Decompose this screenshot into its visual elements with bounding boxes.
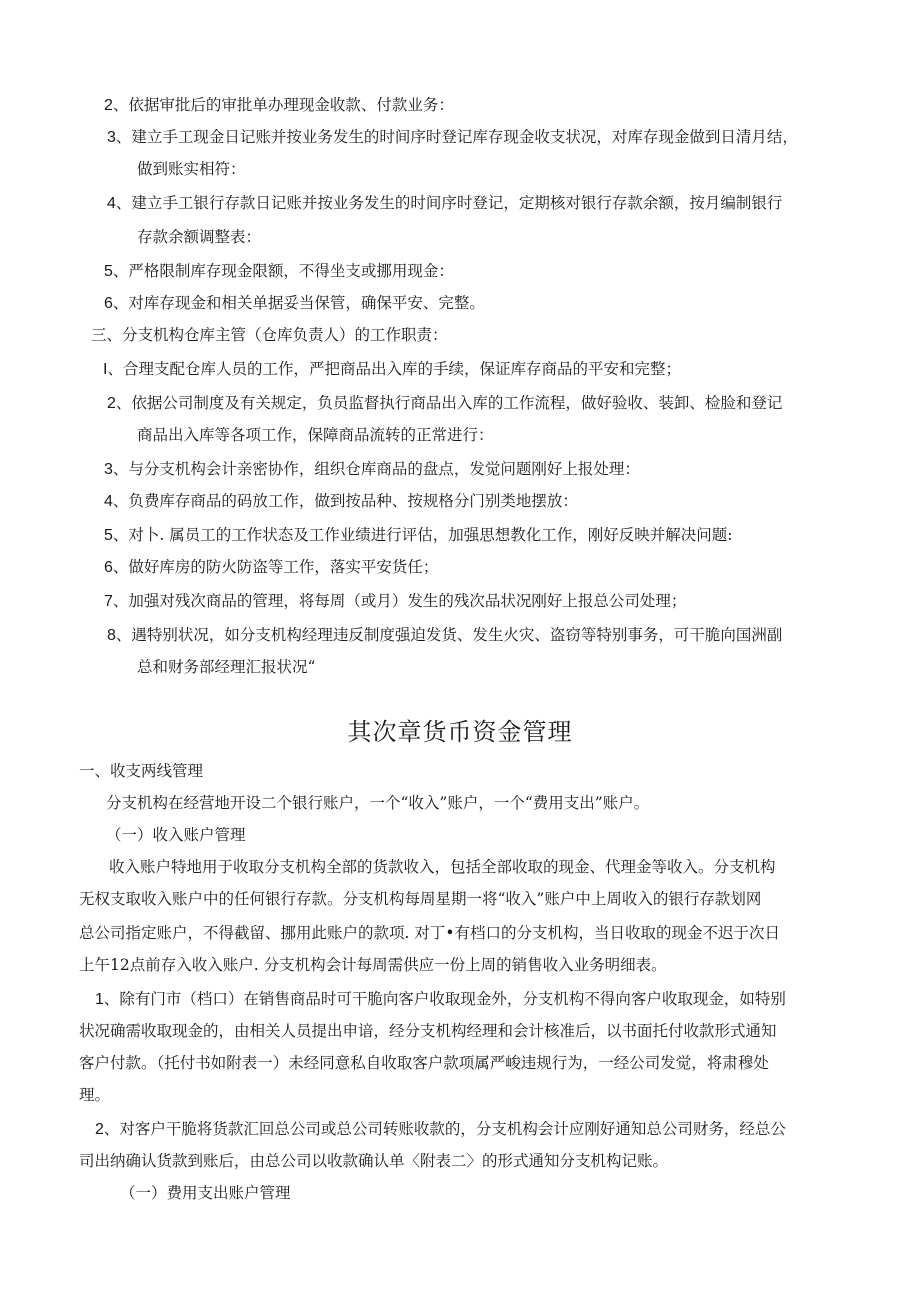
list-item-continuation: 做到账实相符： <box>137 160 246 178</box>
paragraph: 分支机构在经营地开设二个银行账户，一个“收入”账户，一个“费用支出”账户。 <box>106 794 650 812</box>
paragraph-line: 总公司指定账户，不得截留、挪用此账户的款项. 对丁•有档口的分支机构，当日收取的现金不迟于次日 <box>79 924 780 942</box>
list-item: 4、建立手工银行存款日记账并按业务发生的时间序时登记，定期核对银行存款余额，按月编制银行 <box>107 194 783 212</box>
list-item: 2、依据审批后的审批单办理现金收款、付款业务： <box>104 96 454 114</box>
paragraph-line: 客户付款。（托付书如附表一）未经同意私自收取客户款项属严峻违规行为，一经公司发觉，将肃穆处 <box>79 1054 769 1072</box>
list-item: 8、遇特别状况，如分支机构经理违反制度强迫发货、发生火灾、盗窃等特别事务，可干脆向国洲副 <box>107 626 783 644</box>
paragraph-line: 状况确需收取现金的，由相关人员提出申谙，经分支机构经理和会计核准后，以书面托付收款形式通知 <box>79 1022 777 1040</box>
list-item: 5、对卜. 属员工的工作状态及工作业绩进行评估，加强思想教化工作，刚好反映并解决问题: <box>104 526 733 544</box>
list-item: 3、与分支机构会计亲密协作，组织仓库商品的盘点，发觉问题刚好上报处理： <box>104 460 640 478</box>
subsection-heading: （一）费用支出账户管理 <box>120 1184 291 1202</box>
list-item-continuation: 总和财务部经理汇报状况“ <box>137 658 316 676</box>
list-item: 3、建立手工现金日记账并按业务发生的时间序时登记库存现金收支状况，对库存现金做到日清月结， <box>107 128 798 146</box>
list-item: 2、依据公司制度及有关规定，负员监督执行商品出入库的工作流程，做好验收、装卸、检脸和登记 <box>107 394 783 412</box>
paragraph-line: 理。 <box>79 1086 111 1104</box>
list-item: 4、负费库存商品的码放工作，做到按品种、按规格分门别类地摆放： <box>104 492 578 510</box>
subsection-heading: （一）收入账户管理 <box>106 826 246 844</box>
chapter-title: 其次章货币资金管理 <box>347 718 573 746</box>
paragraph-line: 收入账户特地用于收取分支机构全部的货款收入，包括全部收取的现金、代理金等收入。分支机构 <box>109 858 776 876</box>
list-item: I、合理支配仓库人员的工作，严把商品出入库的手续，保证库存商品的平安和完整； <box>103 360 681 378</box>
paragraph-line: 无权支取收入账户中的任何银行存款。分支机构每周星期一将“收入”账户中上周收入的银行存款划网 <box>79 890 762 908</box>
list-item: 6、做好库房的防火防盗等工作，落实平安货任； <box>104 558 439 576</box>
list-item-continuation: 存款余额调整表： <box>137 228 262 246</box>
list-item: 1、除有门市（档口）在销售商品时可干脆向客户收取现金外，分支机构不得向客户收取现金，如特别 <box>95 990 786 1008</box>
paragraph-line: 司出纳确认货款到账后，由总公司以收款确认单〈附表二〉的形式通知分支机构记账。 <box>79 1152 669 1170</box>
list-item: 5、严格限制库存现金限额，不得坐支或挪用现金： <box>104 262 454 280</box>
list-item: 6、对库存现金和相关单据妥当保管，确保平安、完整。 <box>104 294 485 312</box>
section-heading: 三、分支机构仓库主管（仓库负责人）的工作职责： <box>91 326 448 344</box>
section-heading: 一、收支两线管理 <box>79 762 204 780</box>
list-item: 2、对客户干脆将货款汇回总公司或总公司转账收款的，分支机构会计应刚好通知总公司财务，经总公 <box>95 1120 786 1138</box>
list-item: 7、加强对残次商品的管理，将每周（或月）发生的残次品状况刚好上报总公司处理； <box>104 592 687 610</box>
list-item-continuation: 商品出入库等各项工作，保障商品流转的正常进行： <box>137 426 494 444</box>
paragraph-line: 上午12点前存入收入账户. 分支机构会计每周需供应一份上周的销售收入业务明细表。 <box>79 956 667 974</box>
